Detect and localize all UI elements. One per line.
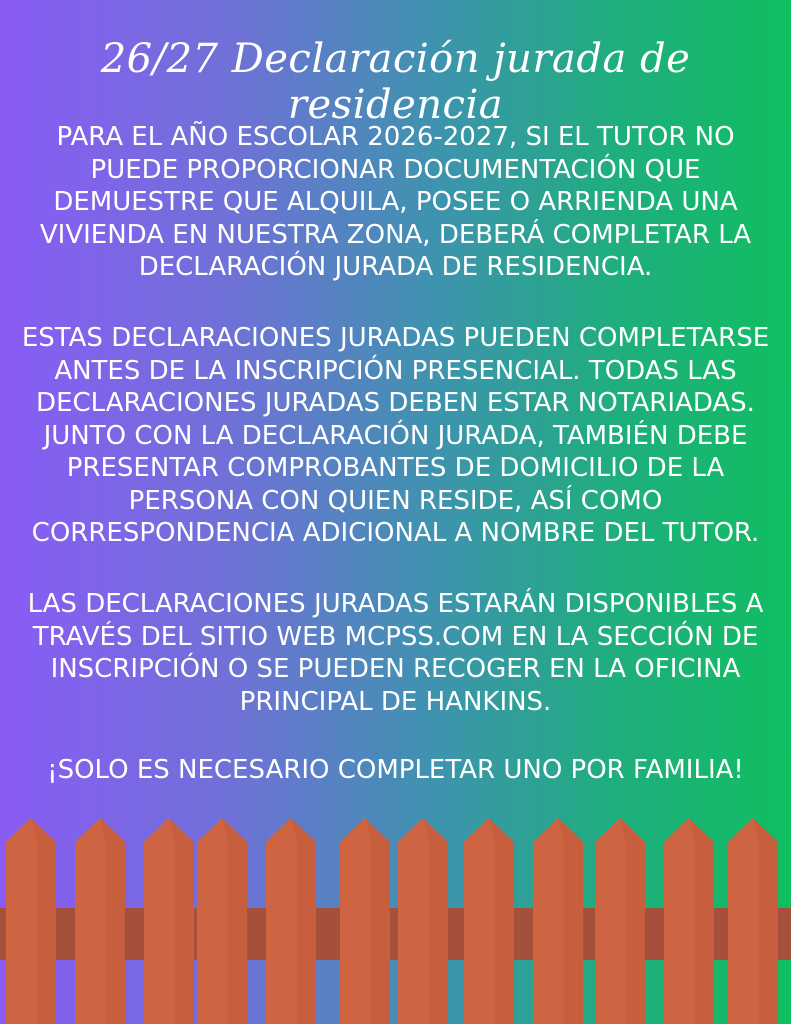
text-line: PRESENTAR COMPROBANTES DE DOMICILIO DE LA — [66, 453, 725, 483]
text-line: VIVIENDA EN NUESTRA ZONA, DEBERÁ COMPLETAR LA — [39, 219, 752, 250]
text-line: LAS DECLARACIONES JURADAS ESTARÁN DISPONIBLES A — [27, 589, 764, 619]
text-line: DECLARACIÓN JURADA DE RESIDENCIA. — [138, 252, 653, 282]
text-line: ¡SOLO ES NECESARIO COMPLETAR UNO POR FAMILIA! — [47, 755, 744, 785]
paragraph-requirement — [0, 121, 791, 284]
page-title: 26/27 Declaración jurada de residencia — [100, 36, 691, 128]
text-line: ANTES DE LA INSCRIPCIÓN PRESENCIAL. TODAS LAS — [54, 355, 737, 386]
text-line: DECLARACIONES JURADAS DEBEN ESTAR NOTARIADAS. — [36, 388, 755, 418]
text-line: JUNTO CON LA DECLARACIÓN JURADA, TAMBIÉN DEBE — [43, 420, 748, 451]
text-line: DEMUESTRE QUE ALQUILA, POSEE O ARRIENDA UNA — [53, 187, 738, 217]
text-line: CORRESPONDENCIA ADICIONAL A NOMBRE DEL TUTOR. — [31, 518, 760, 548]
paragraph-one-per-family — [0, 754, 791, 787]
text-line: PERSONA CON QUIEN RESIDE, ASÍ COMO — [128, 485, 663, 516]
paragraph-availability — [0, 588, 791, 718]
text-line: INSCRIPCIÓN O SE PUEDEN RECOGER EN LA OFICINA — [50, 654, 741, 684]
text-line: PARA EL AÑO ESCOLAR 2026-2027, SI EL TUTOR NO — [56, 122, 735, 152]
paragraph-notarization — [0, 322, 791, 550]
text-line: ESTAS DECLARACIONES JURADAS PUEDEN COMPLETARSE — [21, 323, 770, 353]
text-line: PUEDE PROPORCIONAR DOCUMENTACIÓN QUE — [90, 154, 701, 185]
picket-fence-icon — [0, 810, 791, 1024]
text-line: TRAVÉS DEL SITIO WEB MCPSS.COM EN LA SECCIÓN DE — [32, 621, 759, 652]
text-line: PRINCIPAL DE HANKINS. — [239, 686, 552, 717]
